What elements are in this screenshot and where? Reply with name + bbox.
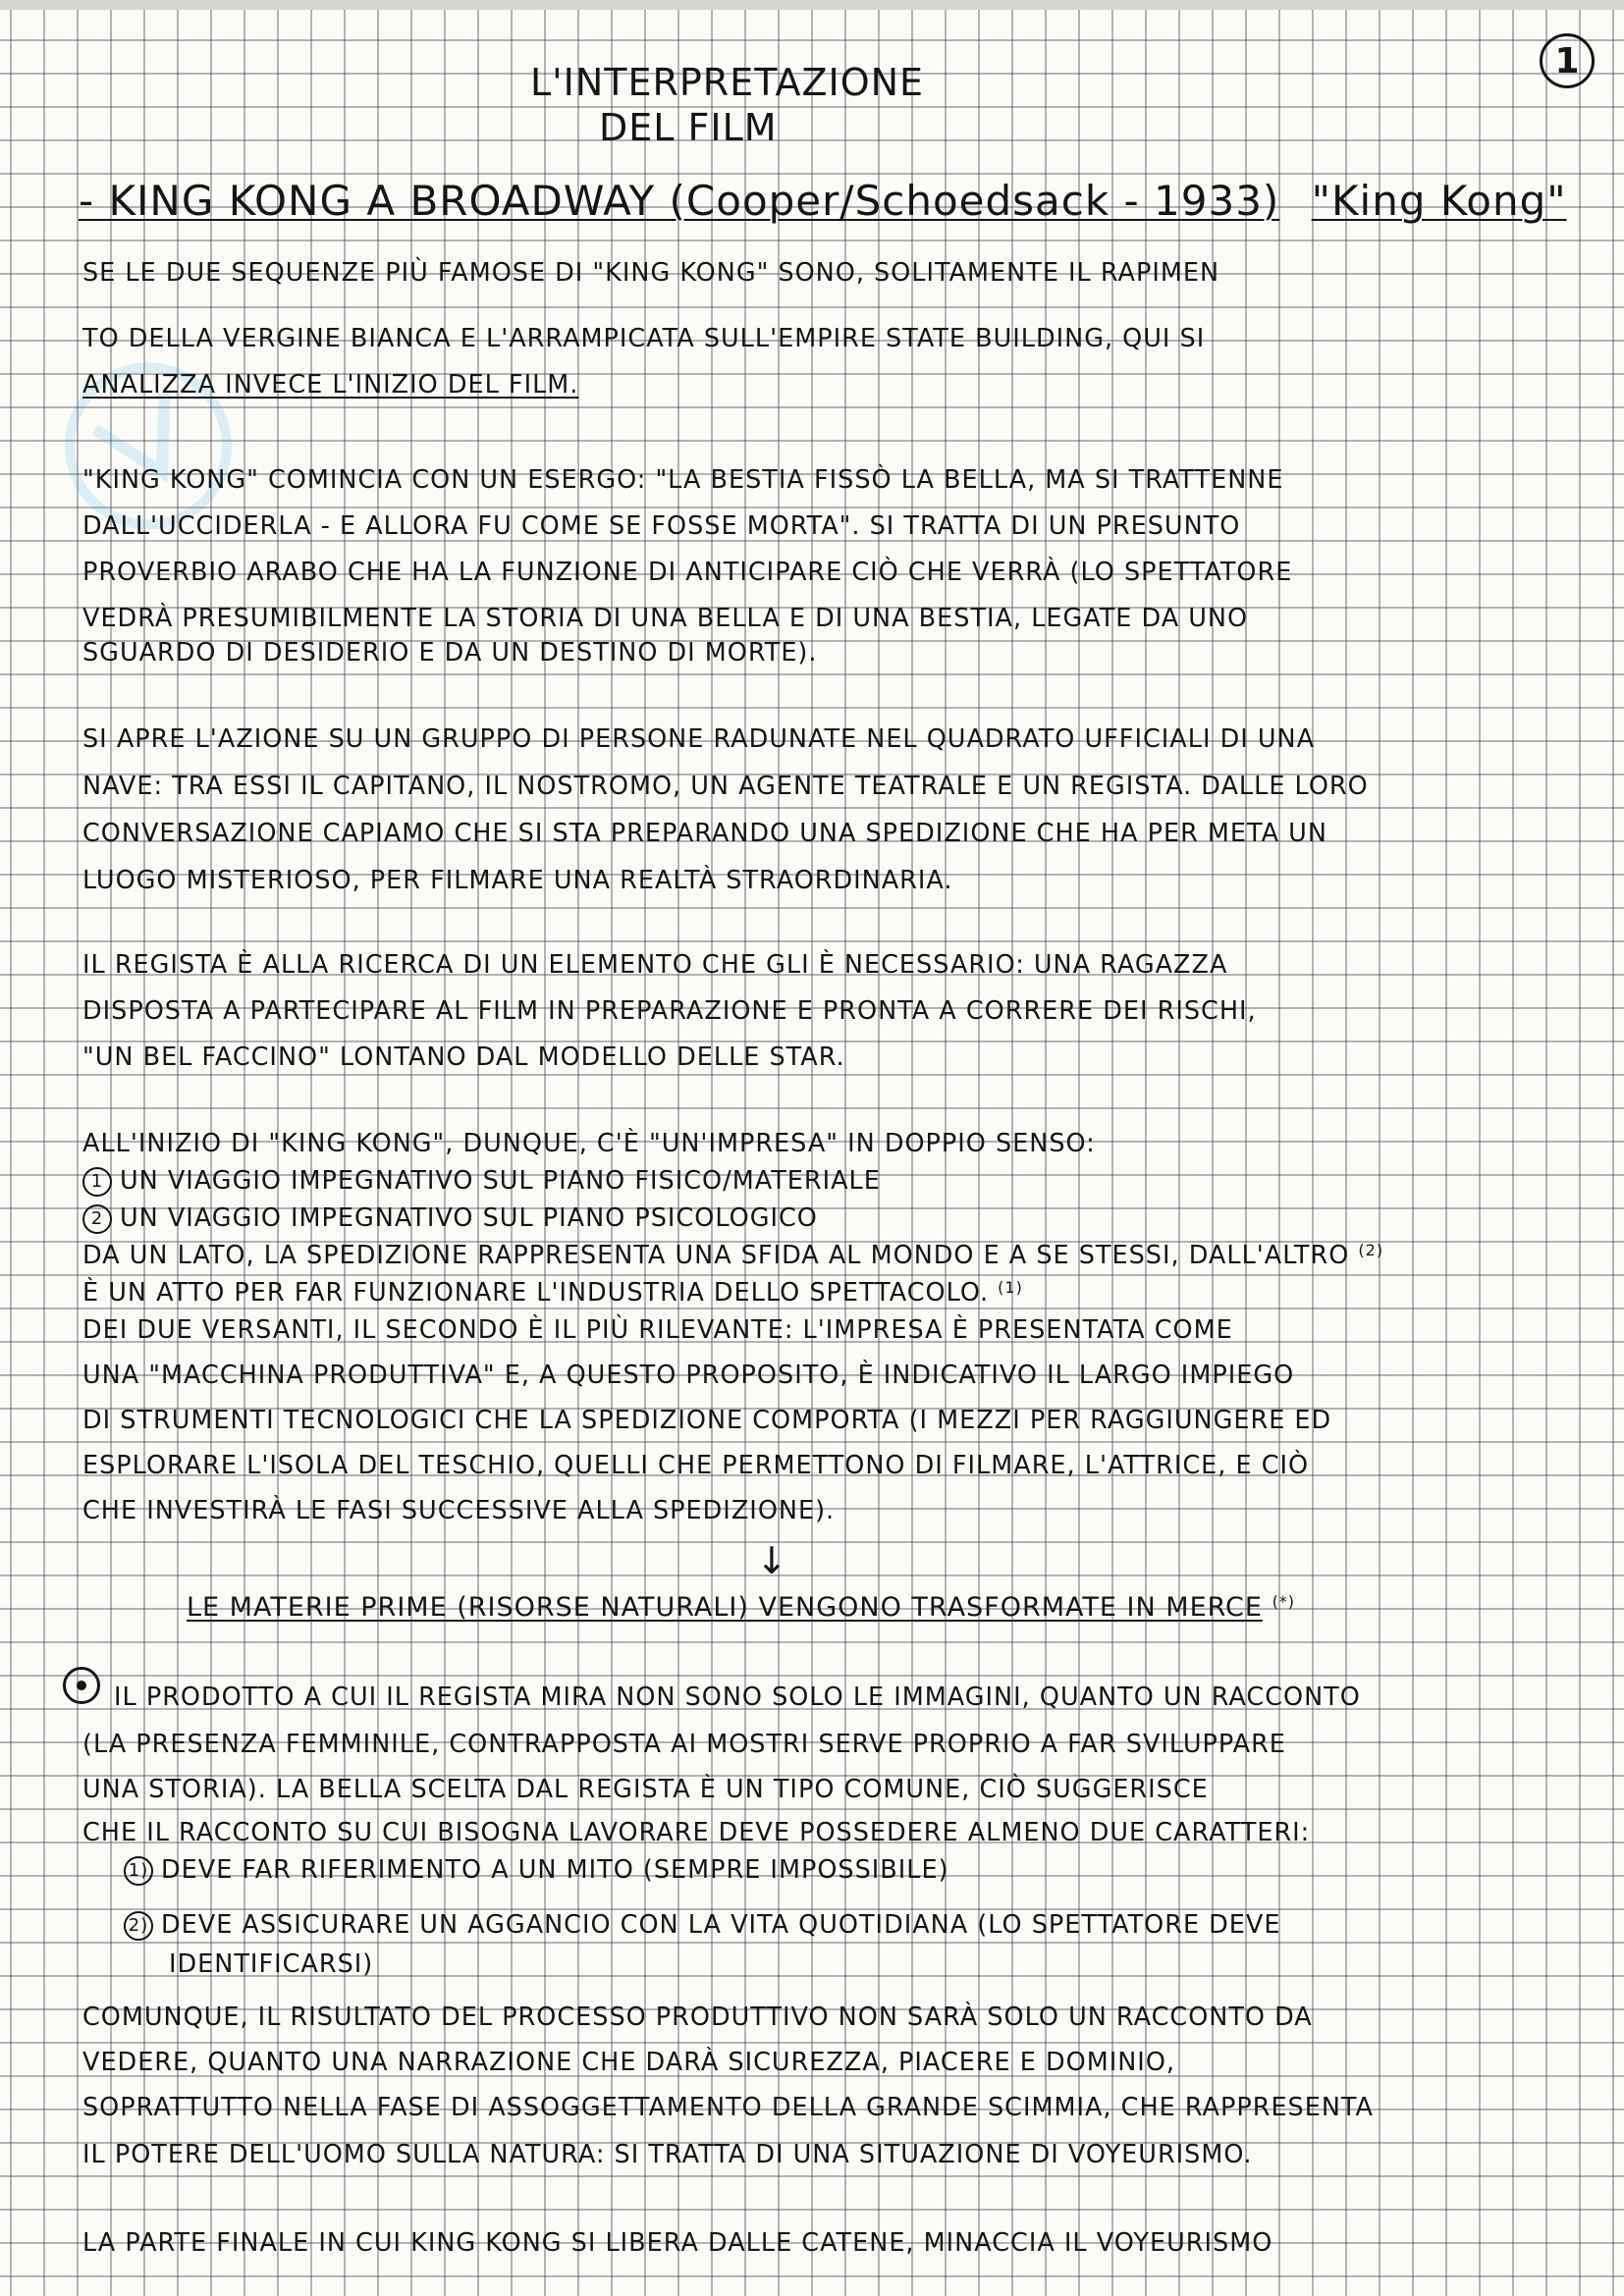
footnote-mark: (2) [1358,1241,1384,1259]
list-item [82,1203,818,1234]
list-item-text: DEVE FAR RIFERIMENTO A UN MITO (SEMPRE IMPOSSIBILE) [161,1855,949,1885]
text-line: ALL'INIZIO DI "KING KONG", DUNQUE, C'È "UN'IMPRESA" IN DOPPIO SENSO: [82,1129,1096,1158]
text-line: IDENTIFICARSI) [169,1949,374,1979]
text-line: VEDRÀ PRESUMIBILMENTE LA STORIA DI UNA BELLA E DI UNA BESTIA, LEGATE DA UNO [82,604,1249,633]
footnote-mark: (*) [1272,1592,1296,1611]
text-line: IL POTERE DELL'UOMO SULLA NATURA: SI TRATTA DI UNA SITUAZIONE DI VOYEURISMO. [82,2140,1253,2169]
text-line [82,1278,1023,1308]
text-line: SE LE DUE SEQUENZE PIÙ FAMOSE DI "KING KONG" SONO, SOLITAMENTE IL RAPIMEN [82,258,1220,288]
list-marker: 2) [124,1911,153,1941]
page-title-line-2: DEL FILM [599,106,778,149]
text-line: DEI DUE VERSANTI, IL SECONDO È IL PIÙ RILEVANTE: L'IMPRESA È PRESENTATA COME [82,1315,1233,1345]
text-line: DISPOSTA A PARTECIPARE AL FILM IN PREPARAZIONE E PRONTA A CORRERE DEI RISCHI, [82,996,1257,1026]
list-item-text: UN VIAGGIO IMPEGNATIVO SUL PIANO FISICO/MATERIALE [120,1166,881,1196]
text-line [82,1241,1383,1270]
film-heading-title: "King Kong" [1311,177,1567,225]
film-heading-text: - KING KONG A BROADWAY (Cooper/Schoedsack - 1933) [79,177,1280,225]
text-line-content: È UN ATTO PER FAR FUNZIONARE L'INDUSTRIA DELLO SPETTACOLO. [82,1278,990,1308]
text-line: LA PARTE FINALE IN CUI KING KONG SI LIBERA DALLE CATENE, MINACCIA IL VOYEURISMO [82,2228,1273,2258]
text-line: UNA STORIA). LA BELLA SCELTA DAL REGISTA È UN TIPO COMUNE, CIÒ SUGGERISCE [82,1775,1209,1804]
list-marker: 1 [82,1167,112,1197]
footnote-mark: (1) [998,1278,1023,1297]
footnote-bullet-icon [63,1667,100,1704]
text-line: VEDERE, QUANTO UNA NARRAZIONE CHE DARÀ SICUREZZA, PIACERE E DOMINIO, [82,2048,1175,2077]
text-line: CHE IL RACCONTO SU CUI BISOGNA LAVORARE DEVE POSSEDERE ALMENO DUE CARATTERI: [82,1818,1311,1847]
text-line: SI APRE L'AZIONE SU UN GRUPPO DI PERSONE RADUNATE NEL QUADRATO UFFICIALI DI UNA [82,724,1316,754]
key-statement [187,1592,1295,1623]
key-statement-text: LE MATERIE PRIME (RISORSE NATURALI) VENGONO TRASFORMATE IN MERCE [187,1592,1263,1623]
film-heading [79,177,1567,225]
text-line: "KING KONG" COMINCIA CON UN ESERGO: "LA BESTIA FISSÒ LA BELLA, MA SI TRATTENNE [82,465,1284,495]
text-line: LUOGO MISTERIOSO, PER FILMARE UNA REALTÀ STRAORDINARIA. [82,866,953,895]
list-item [124,1855,949,1886]
text-line: CHE INVESTIRÀ LE FASI SUCCESSIVE ALLA SPEDIZIONE). [82,1496,836,1525]
list-marker: 1) [124,1856,153,1886]
text-line: SGUARDO DI DESIDERIO E DA UN DESTINO DI MORTE). [82,638,818,667]
text-line: CONVERSAZIONE CAPIAMO CHE SI STA PREPARANDO UNA SPEDIZIONE CHE HA PER META UN [82,819,1327,848]
text-line: DALL'UCCIDERLA - E ALLORA FU COME SE FOSSE MORTA". SI TRATTA DI UN PRESUNTO [82,511,1241,541]
text-line: (LA PRESENZA FEMMINILE, CONTRAPPOSTA AI MOSTRI SERVE PROPRIO A FAR SVILUPPARE [82,1730,1286,1759]
text-line: IL PRODOTTO A CUI IL REGISTA MIRA NON SONO SOLO LE IMMAGINI, QUANTO UN RACCONTO [114,1682,1361,1712]
page-number-badge: 1 [1540,33,1595,88]
text-line: UNA "MACCHINA PRODUTTIVA" E, A QUESTO PROPOSITO, È INDICATIVO IL LARGO IMPIEGO [82,1361,1295,1390]
text-line: COMUNQUE, IL RISULTATO DEL PROCESSO PRODUTTIVO NON SARÀ SOLO UN RACCONTO DA [82,2002,1313,2032]
page-title-line-1: L'INTERPRETAZIONE [530,61,925,104]
text-line: IL REGISTA È ALLA RICERCA DI UN ELEMENTO CHE GLI È NECESSARIO: UNA RAGAZZA [82,950,1228,980]
text-line: DI STRUMENTI TECNOLOGICI CHE LA SPEDIZIONE COMPORTA (I MEZZI PER RAGGIUNGERE ED [82,1406,1332,1435]
text-line: ESPLORARE L'ISOLA DEL TESCHIO, QUELLI CHE PERMETTONO DI FILMARE, L'ATTRICE, E CIÒ [82,1451,1310,1480]
list-item-text: UN VIAGGIO IMPEGNATIVO SUL PIANO PSICOLOGICO [120,1203,818,1233]
down-arrow-icon: ↓ [756,1539,787,1582]
list-item [82,1166,881,1197]
text-line: TO DELLA VERGINE BIANCA E L'ARRAMPICATA SULL'EMPIRE STATE BUILDING, QUI SI [82,324,1206,353]
list-item [124,1910,1280,1941]
text-line-content: DA UN LATO, LA SPEDIZIONE RAPPRESENTA UNA SFIDA AL MONDO E A SE STESSI, DALL'ALTRO [82,1241,1350,1270]
text-line: SOPRATTUTTO NELLA FASE DI ASSOGGETTAMENTO DELLA GRANDE SCIMMIA, CHE RAPPRESENTA [82,2093,1374,2122]
list-item-text: DEVE ASSICURARE UN AGGANCIO CON LA VITA QUOTIDIANA (LO SPETTATORE DEVE [161,1910,1281,1940]
text-line: "UN BEL FACCINO" LONTANO DAL MODELLO DELLE STAR. [82,1042,845,1072]
text-line: ANALIZZA INVECE L'INIZIO DEL FILM. [82,370,579,400]
text-line: PROVERBIO ARABO CHE HA LA FUNZIONE DI ANTICIPARE CIÒ CHE VERRÀ (LO SPETTATORE [82,558,1293,587]
text-line: NAVE: TRA ESSI IL CAPITANO, IL NOSTROMO, UN AGENTE TEATRALE E UN REGISTA. DALLE LORO [82,772,1369,801]
list-marker: 2 [82,1204,112,1234]
page-top-edge [0,0,1624,10]
